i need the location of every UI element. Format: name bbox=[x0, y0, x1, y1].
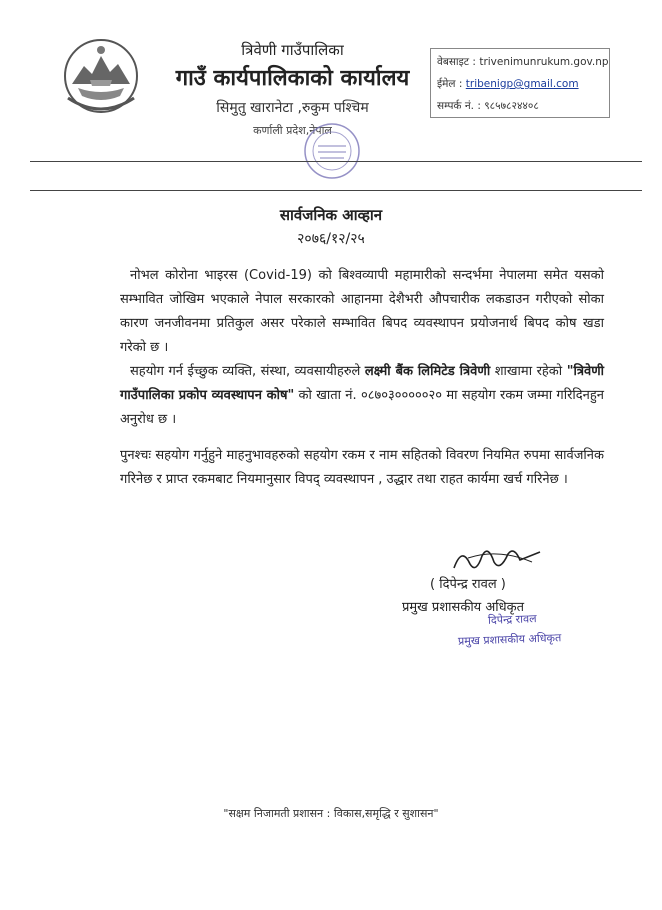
handwritten-signature-icon bbox=[448, 540, 548, 578]
email-link[interactable]: tribenigp@gmail.com bbox=[465, 78, 579, 90]
paragraph-1: नोभल कोरोना भाइरस (Covid-19) को बिश्वव्यापी महामारीको सन्दर्भमा नेपालमा समेत यसको सम्भावित जोखिम भएकाले नेपाल सरकारको आहानमा देशैभरी औपचारीक लकडाउन गरीएको सोका कारण जनजीवनमा प्रतिकुल असर परेकाले सम्भावित बिपद व्यवस्थापन प्रयोजनार्थ बिपद कोष खडा गरेको छ । bbox=[120, 268, 604, 355]
signatory-name: ( दिपेन्द्र रावल ) bbox=[430, 577, 506, 592]
paragraph-3: पुनश्चः सहयोग गर्नुहुने माहनुभावहरुको सहयोग रकम र नाम सहितको विवरण नियमित रुपमा सार्वजनिक गरिनेछ र प्राप्त रकमबाट नियमानुसार विपद् व्यवस्थापन , उद्धार तथा राहत कार्यमा खर्च गरिनेछ । bbox=[120, 448, 604, 487]
paragraph-2 bbox=[120, 360, 604, 432]
website-label: वेबसाइट : bbox=[437, 56, 476, 68]
website-value[interactable]: trivenimunrukum.gov.np bbox=[479, 56, 609, 68]
stamp-name: दिपेन्द्र रावल bbox=[487, 612, 537, 627]
header-divider-top bbox=[30, 161, 642, 162]
office-address: सिमुतु खारानेटा ,रुकुम पश्चिम bbox=[216, 100, 369, 116]
phone-label: सम्पर्क नं. : bbox=[437, 100, 481, 112]
signatory-designation: प्रमुख प्रशासकीय अधिकृत bbox=[402, 600, 525, 615]
office-seal-icon bbox=[300, 120, 364, 182]
phone-value: ९८५७८२४४०८ bbox=[484, 100, 539, 112]
fund-name: "त्रिवेणी गाउँपालिका प्रकोप व्यवस्थापन कोष" bbox=[120, 364, 605, 403]
municipality-name: त्रिवेणी गाउँपालिका bbox=[241, 41, 344, 59]
bank-name: लक्ष्मी बैंक लिमिटेड त्रिवेणी bbox=[364, 364, 491, 379]
header-divider-bottom bbox=[30, 190, 642, 191]
stamp-designation: प्रमुख प्रशासकीय अधिकृत bbox=[457, 631, 562, 648]
email-row bbox=[437, 77, 579, 91]
office-header bbox=[150, 40, 435, 138]
contact-box bbox=[430, 48, 610, 118]
nepal-emblem-icon bbox=[60, 36, 142, 118]
notice-title: सार्वजनिक आव्हान bbox=[279, 206, 383, 224]
paragraph-2-mid: शाखामा रहेको bbox=[490, 364, 567, 379]
email-label: ईमेल : bbox=[437, 78, 463, 90]
phone-row bbox=[437, 99, 539, 113]
paragraph-2-end: को खाता नं. ०८७०३०००००२० मा सहयोग रकम जम्मा गरिदिनहुन अनुरोध छ । bbox=[120, 388, 604, 427]
website-row bbox=[437, 55, 609, 69]
footer-motto: "सक्षम निजामती प्रशासन : विकास,समृद्धि र सुशासन" bbox=[223, 807, 439, 820]
office-name: गाउँ कार्यपालिकाको कार्यालय bbox=[175, 66, 410, 91]
office-province: कर्णाली प्रदेश,नेपाल bbox=[253, 124, 332, 137]
notice-date: २०७६/१२/२५ bbox=[297, 231, 365, 247]
paragraph-2-intro: सहयोग गर्न ईच्छुक व्यक्ति, संस्था, व्यवसायीहरुले bbox=[130, 364, 365, 379]
